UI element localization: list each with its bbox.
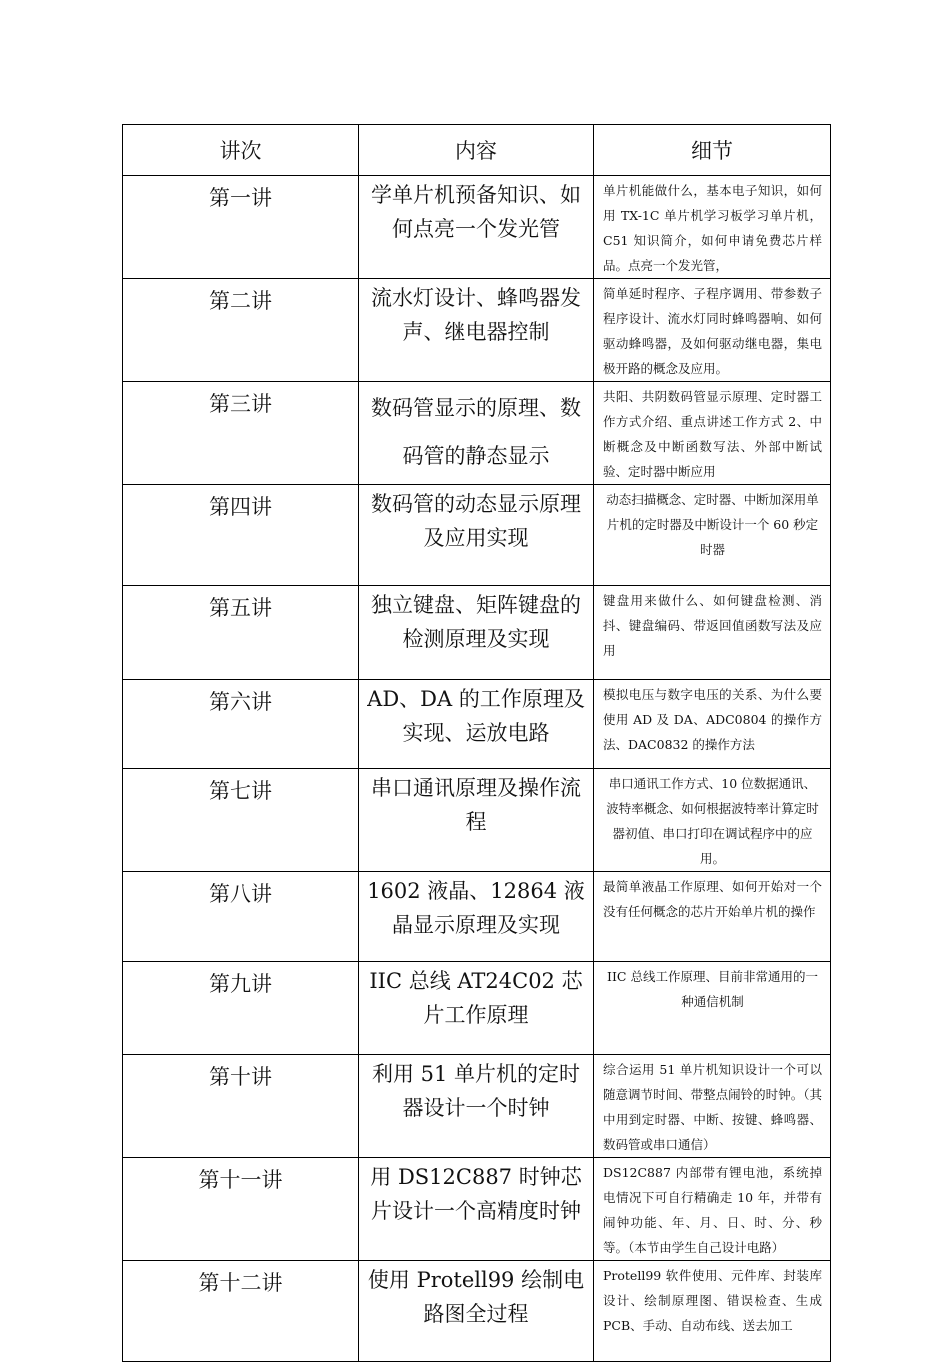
content-cell: 使用 Protell99 绘制电路图全过程 — [359, 1261, 594, 1362]
content-cell: IIC 总线 AT24C02 芯片工作原理 — [359, 962, 594, 1055]
lecture-cell: 第四讲 — [123, 485, 359, 586]
content-cell: 独立键盘、矩阵键盘的检测原理及实现 — [359, 586, 594, 680]
lecture-cell: 第八讲 — [123, 872, 359, 962]
detail-cell: 单片机能做什么，基本电子知识，如何用 TX-1C 单片机学习板学习单片机，C51 知识简介，如何申请免费芯片样品。点亮一个发光管， — [594, 176, 831, 279]
lecture-cell: 第七讲 — [123, 769, 359, 872]
lecture-cell: 第十讲 — [123, 1055, 359, 1158]
detail-cell: 键盘用来做什么、如何键盘检测、消抖、键盘编码、带返回值函数写法及应用 — [594, 586, 831, 680]
content-cell: 数码管显示的原理、数码管的静态显示 — [359, 382, 594, 485]
detail-cell: 模拟电压与数字电压的关系、为什么要使用 AD 及 DA、ADC0804 的操作方法、DAC0832 的操作方法 — [594, 680, 831, 769]
header-detail: 细节 — [594, 125, 831, 176]
table-row — [123, 962, 831, 1055]
table-row — [123, 586, 831, 680]
detail-cell: 最简单液晶工作原理、如何开始对一个没有任何概念的芯片开始单片机的操作 — [594, 872, 831, 962]
table-row — [123, 382, 831, 485]
content-cell: 串口通讯原理及操作流程 — [359, 769, 594, 872]
table-header-row — [123, 125, 831, 176]
course-schedule-table — [122, 124, 831, 1362]
lecture-cell: 第三讲 — [123, 382, 359, 485]
content-cell: 1602 液晶、12864 液晶显示原理及实现 — [359, 872, 594, 962]
lecture-cell: 第二讲 — [123, 279, 359, 382]
lecture-cell: 第十一讲 — [123, 1158, 359, 1261]
table-row — [123, 176, 831, 279]
table-row — [123, 872, 831, 962]
detail-cell: IIC 总线工作原理、目前非常通用的一种通信机制 — [594, 962, 831, 1055]
detail-cell: DS12C887 内部带有锂电池，系统掉电情况下可自行精确走 10 年，并带有闹钟功能、年、月、日、时、分、秒等。（本节由学生自己设计电路） — [594, 1158, 831, 1261]
content-cell: 流水灯设计、蜂鸣器发声、继电器控制 — [359, 279, 594, 382]
detail-cell: 简单延时程序、子程序调用、带参数子程序设计、流水灯同时蜂鸣器响、如何驱动蜂鸣器，及如何驱动继电器，集电极开路的概念及应用。 — [594, 279, 831, 382]
table-row — [123, 1158, 831, 1261]
content-cell: 用 DS12C887 时钟芯片设计一个高精度时钟 — [359, 1158, 594, 1261]
content-cell: 利用 51 单片机的定时器设计一个时钟 — [359, 1055, 594, 1158]
lecture-cell: 第五讲 — [123, 586, 359, 680]
lecture-cell: 第十二讲 — [123, 1261, 359, 1362]
lecture-cell: 第一讲 — [123, 176, 359, 279]
content-cell: 数码管的动态显示原理及应用实现 — [359, 485, 594, 586]
content-cell: AD、DA 的工作原理及实现、运放电路 — [359, 680, 594, 769]
table-row — [123, 485, 831, 586]
table-row — [123, 680, 831, 769]
header-lecture: 讲次 — [123, 125, 359, 176]
table-row — [123, 769, 831, 872]
detail-cell: 动态扫描概念、定时器、中断加深用单片机的定时器及中断设计一个 60 秒定时器 — [594, 485, 831, 586]
content-cell: 学单片机预备知识、如何点亮一个发光管 — [359, 176, 594, 279]
table-row — [123, 279, 831, 382]
header-content: 内容 — [359, 125, 594, 176]
lecture-cell: 第六讲 — [123, 680, 359, 769]
table-row — [123, 1055, 831, 1158]
detail-cell: Protell99 软件使用、元件库、封装库设计、绘制原理图、错误检查、生成 PCB、手动、自动布线、送去加工 — [594, 1261, 831, 1362]
detail-cell: 综合运用 51 单片机知识设计一个可以随意调节时间、带整点闹铃的时钟。（其中用到定时器、中断、按键、蜂鸣器、数码管或串口通信） — [594, 1055, 831, 1158]
detail-cell: 串口通讯工作方式、10 位数据通讯、波特率概念、如何根据波特率计算定时器初值、串口打印在调试程序中的应用。 — [594, 769, 831, 872]
lecture-cell: 第九讲 — [123, 962, 359, 1055]
table-row — [123, 1261, 831, 1362]
detail-cell: 共阳、共阴数码管显示原理、定时器工作方式介绍、重点讲述工作方式 2、中断概念及中断函数写法、外部中断试验、定时器中断应用 — [594, 382, 831, 485]
